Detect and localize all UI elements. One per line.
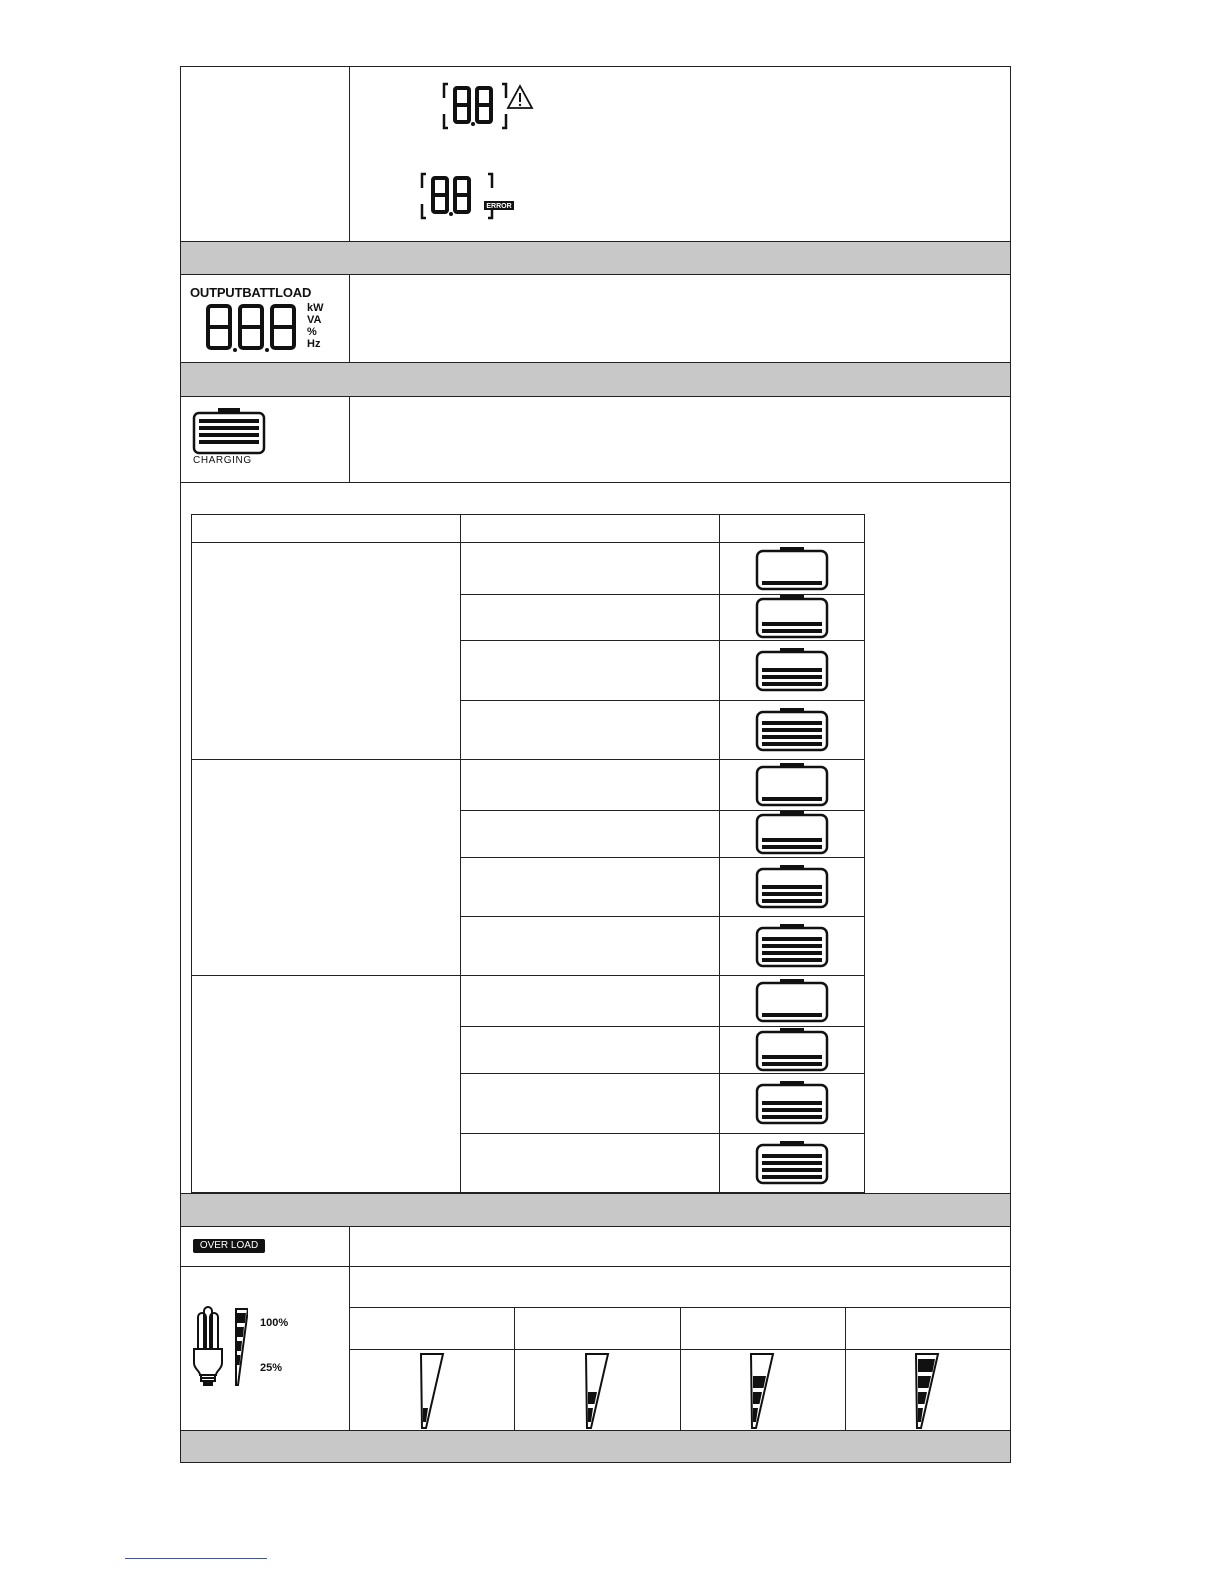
battery-level-icon xyxy=(754,594,830,640)
load-level-indicator-icon xyxy=(417,1352,447,1430)
battery-level-icon xyxy=(754,1140,830,1186)
lcd-digits-icon xyxy=(204,303,304,355)
section-band-4 xyxy=(181,1430,1010,1462)
load-level-icon xyxy=(188,1305,338,1390)
load-level-indicator-icon xyxy=(747,1352,777,1430)
load-scale-bottom: 25% xyxy=(260,1362,283,1374)
error-code-icon xyxy=(418,168,528,226)
footer-link-underline xyxy=(125,1558,267,1559)
battery-level-icon xyxy=(754,707,830,753)
charging-label: CHARGING xyxy=(193,455,252,466)
load-level-indicator-icon xyxy=(582,1352,612,1430)
battery-level-icon xyxy=(754,762,830,808)
battery-icon xyxy=(190,408,270,456)
unit-hz: Hz xyxy=(307,338,321,350)
load-level-indicator-icon xyxy=(912,1352,942,1430)
battery-level-icon xyxy=(754,647,830,693)
section-band-2 xyxy=(181,363,1010,396)
output-lcd-icon xyxy=(188,283,344,355)
unit-kw: kW xyxy=(307,302,324,314)
battery-level-icon xyxy=(754,1027,830,1073)
bulb-icon xyxy=(188,1305,248,1387)
battery-level-icon xyxy=(754,1080,830,1126)
warning-code-display xyxy=(440,78,540,141)
section-band-1 xyxy=(181,241,1010,274)
battery-charging-icon xyxy=(190,408,274,468)
overload-badge xyxy=(193,1239,265,1253)
load-scale-top: 100% xyxy=(260,1317,289,1329)
battery-level-icon xyxy=(754,810,830,856)
warning-code-icon xyxy=(440,78,540,136)
battery-level-icon xyxy=(754,864,830,910)
overload-badge-text: OVER LOAD xyxy=(199,1240,259,1251)
battery-level-icon xyxy=(754,546,830,592)
error-badge-text: ERROR xyxy=(486,203,512,210)
error-code-display xyxy=(418,168,528,231)
section-band-3 xyxy=(181,1193,1010,1226)
lcd-header-label: OUTPUTBATTLOAD xyxy=(190,285,312,300)
battery-level-icon xyxy=(754,923,830,969)
unit-percent: % xyxy=(307,326,317,338)
unit-va: VA xyxy=(307,314,322,326)
battery-level-icon xyxy=(754,978,830,1024)
